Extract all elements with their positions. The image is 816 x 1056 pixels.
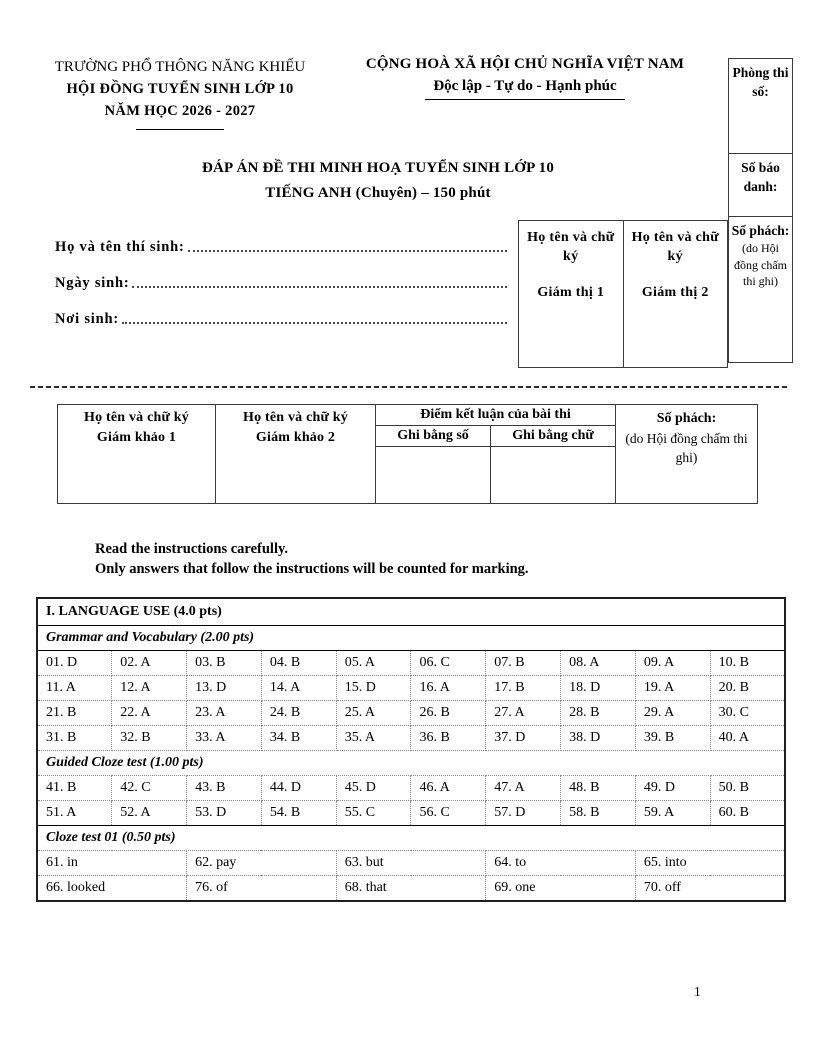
answer-cell: 24. B <box>261 701 336 726</box>
document-title-line1: ĐÁP ÁN ĐỀ THI MINH HOẠ TUYỂN SINH LỚP 10 <box>201 160 555 176</box>
instructions-line1: Read the instructions carefully. <box>95 541 289 557</box>
answer-cell: 59. A <box>635 801 710 826</box>
answer-cell: 70. off <box>635 876 785 902</box>
answer-cell: 68. that <box>336 876 486 902</box>
answer-cell: 06. C <box>411 651 486 676</box>
answer-cell: 38. D <box>561 726 636 751</box>
answer-cell: 47. A <box>486 776 561 801</box>
exam-room-box: Phòng thi số: <box>732 65 789 99</box>
answer-cell: 20. B <box>710 676 785 701</box>
answer-cell: 36. B <box>411 726 486 751</box>
birth-date-fill-line <box>132 286 507 288</box>
answer-cell: 18. D <box>561 676 636 701</box>
birth-date-label: Ngày sinh: <box>55 275 130 291</box>
examiner-1-role: Giám khảo 1 <box>96 430 177 445</box>
instructions <box>95 540 529 579</box>
answer-cell: 65. into <box>635 851 785 876</box>
national-header <box>336 53 714 100</box>
invigilator-2-title: Họ tên và chữ ký <box>631 230 719 264</box>
answer-cell: 53. D <box>187 801 262 826</box>
cipher-note: (do Hội đồng chấm thi ghi) <box>734 241 787 288</box>
cipher-label: Số phách: <box>731 223 790 238</box>
answer-cell: 51. A <box>37 801 112 826</box>
score-in-words-header: Ghi bằng chữ <box>491 426 616 447</box>
invigilator-1-cell <box>519 221 623 367</box>
examiner-header-row <box>58 405 758 426</box>
score-in-numbers-cell <box>376 447 491 504</box>
answer-cell: 21. B <box>37 701 112 726</box>
answer-subsection-title: Cloze test 01 (0.50 pts) <box>37 826 785 851</box>
examiner-cipher-label: Số phách: <box>656 411 717 426</box>
answer-cell: 61. in <box>37 851 187 876</box>
answer-row <box>37 851 785 876</box>
answer-cell: 57. D <box>486 801 561 826</box>
answer-cell: 30. C <box>710 701 785 726</box>
answer-row <box>37 651 785 676</box>
student-name-fill-line <box>188 250 507 252</box>
school-header <box>26 56 334 130</box>
dashed-separator-line <box>30 386 788 388</box>
school-year-line: NĂM HỌC 2026 - 2027 <box>104 103 256 119</box>
answer-cell: 11. A <box>37 676 112 701</box>
student-fields <box>55 221 507 329</box>
answer-cell: 07. B <box>486 651 561 676</box>
answer-cell: 25. A <box>336 701 411 726</box>
answer-cell: 46. A <box>411 776 486 801</box>
answer-section-title: I. LANGUAGE USE (4.0 pts) <box>37 598 785 626</box>
score-in-numbers-header: Ghi bằng số <box>376 426 491 447</box>
examiner-2-title: Họ tên và chữ ký <box>243 410 348 425</box>
answer-cell: 50. B <box>710 776 785 801</box>
invigilator-1-title: Họ tên và chữ ký <box>527 230 615 264</box>
invigilator-2-role: Giám thị 2 <box>641 285 709 300</box>
answer-subsection-row <box>37 826 785 851</box>
answer-cell: 03. B <box>187 651 262 676</box>
instructions-line2: Only answers that follow the instructions will be counted for marking. <box>95 560 529 577</box>
answer-cell: 27. A <box>486 701 561 726</box>
answer-cell: 31. B <box>37 726 112 751</box>
answer-cell: 41. B <box>37 776 112 801</box>
answer-subsection-row <box>37 751 785 776</box>
answer-cell: 32. B <box>112 726 187 751</box>
answer-cell: 16. A <box>411 676 486 701</box>
answer-row <box>37 801 785 826</box>
answer-cell: 60. B <box>710 801 785 826</box>
answer-cell: 49. D <box>635 776 710 801</box>
answer-section-row <box>37 598 785 626</box>
birth-place-field <box>55 293 507 329</box>
republic-motto-line1: CỘNG HOÀ XÃ HỘI CHỦ NGHĨA VIỆT NAM <box>365 56 685 72</box>
answer-cell: 10. B <box>710 651 785 676</box>
answer-cell: 04. B <box>261 651 336 676</box>
answer-row <box>37 876 785 902</box>
answer-cell: 01. D <box>37 651 112 676</box>
score-in-words-cell <box>491 447 616 504</box>
answer-cell: 66. looked <box>37 876 187 902</box>
answer-cell: 12. A <box>112 676 187 701</box>
answer-cell: 62. pay <box>187 851 337 876</box>
answer-cell: 69. one <box>486 876 636 902</box>
birth-place-fill-line <box>122 322 507 324</box>
answer-cell: 45. D <box>336 776 411 801</box>
answer-cell: 14. A <box>261 676 336 701</box>
answer-subsection-title: Grammar and Vocabulary (2.00 pts) <box>37 626 785 651</box>
answer-cell: 35. A <box>336 726 411 751</box>
answer-table <box>36 597 786 902</box>
answer-cell: 37. D <box>486 726 561 751</box>
answer-cell: 48. B <box>561 776 636 801</box>
student-name-label: Họ và tên thí sinh: <box>55 239 185 255</box>
birth-date-field <box>55 257 507 293</box>
answer-cell: 22. A <box>112 701 187 726</box>
republic-motto-line2: Độc lập - Tự do - Hạnh phúc <box>425 75 624 100</box>
invigilator-1-role: Giám thị 1 <box>537 285 605 300</box>
answer-cell: 23. A <box>187 701 262 726</box>
answer-cell: 56. C <box>411 801 486 826</box>
examiner-score-table <box>57 404 758 504</box>
answer-cell: 58. B <box>561 801 636 826</box>
side-boxes <box>728 58 793 363</box>
answer-cell: 42. C <box>112 776 187 801</box>
birth-place-label: Nơi sinh: <box>55 311 119 327</box>
registration-number-box: Số báo danh: <box>729 153 792 216</box>
answer-cell: 26. B <box>411 701 486 726</box>
examiner-cipher-note: (do Hội đồng chấm thi ghi) <box>625 431 748 465</box>
answer-row <box>37 726 785 751</box>
document-title <box>48 156 708 206</box>
answer-cell: 19. A <box>635 676 710 701</box>
answer-cell: 63. but <box>336 851 486 876</box>
answer-cell: 05. A <box>336 651 411 676</box>
answer-row <box>37 776 785 801</box>
answer-cell: 76. of <box>187 876 337 902</box>
final-score-header: Điểm kết luận của bài thi <box>376 405 616 426</box>
answer-subsection-row <box>37 626 785 651</box>
page-number: 1 <box>694 984 701 999</box>
answer-cell: 55. C <box>336 801 411 826</box>
answer-cell: 40. A <box>710 726 785 751</box>
document-title-line2: TIẾNG ANH (Chuyên) – 150 phút <box>265 185 491 201</box>
answer-subsection-title: Guided Cloze test (1.00 pts) <box>37 751 785 776</box>
answer-cell: 64. to <box>486 851 636 876</box>
answer-cell: 15. D <box>336 676 411 701</box>
examiner-1-title: Họ tên và chữ ký <box>84 410 189 425</box>
examiner-cipher-cell <box>616 405 758 504</box>
answer-cell: 02. A <box>112 651 187 676</box>
school-name: TRƯỜNG PHỔ THÔNG NĂNG KHIẾU <box>54 59 306 75</box>
examiner-1-cell <box>58 405 216 504</box>
answer-row <box>37 676 785 701</box>
examiner-2-role: Giám khảo 2 <box>255 430 336 445</box>
answer-cell: 39. B <box>635 726 710 751</box>
answer-cell: 34. B <box>261 726 336 751</box>
student-name-field <box>55 221 507 257</box>
examiner-2-cell <box>216 405 376 504</box>
answer-cell: 43. B <box>187 776 262 801</box>
admission-council-line: HỘI ĐỒNG TUYỂN SINH LỚP 10 <box>66 81 294 97</box>
answer-cell: 44. D <box>261 776 336 801</box>
invigilator-signature-table <box>518 220 728 368</box>
answer-cell: 33. A <box>187 726 262 751</box>
cipher-number-box <box>729 216 792 362</box>
answer-cell: 09. A <box>635 651 710 676</box>
answer-cell: 08. A <box>561 651 636 676</box>
school-header-underline <box>136 129 224 130</box>
answer-cell: 52. A <box>112 801 187 826</box>
answer-cell: 29. A <box>635 701 710 726</box>
answer-row <box>37 701 785 726</box>
answer-cell: 28. B <box>561 701 636 726</box>
invigilator-2-cell <box>623 221 728 367</box>
answer-cell: 13. D <box>187 676 262 701</box>
answer-cell: 54. B <box>261 801 336 826</box>
answer-cell: 17. B <box>486 676 561 701</box>
